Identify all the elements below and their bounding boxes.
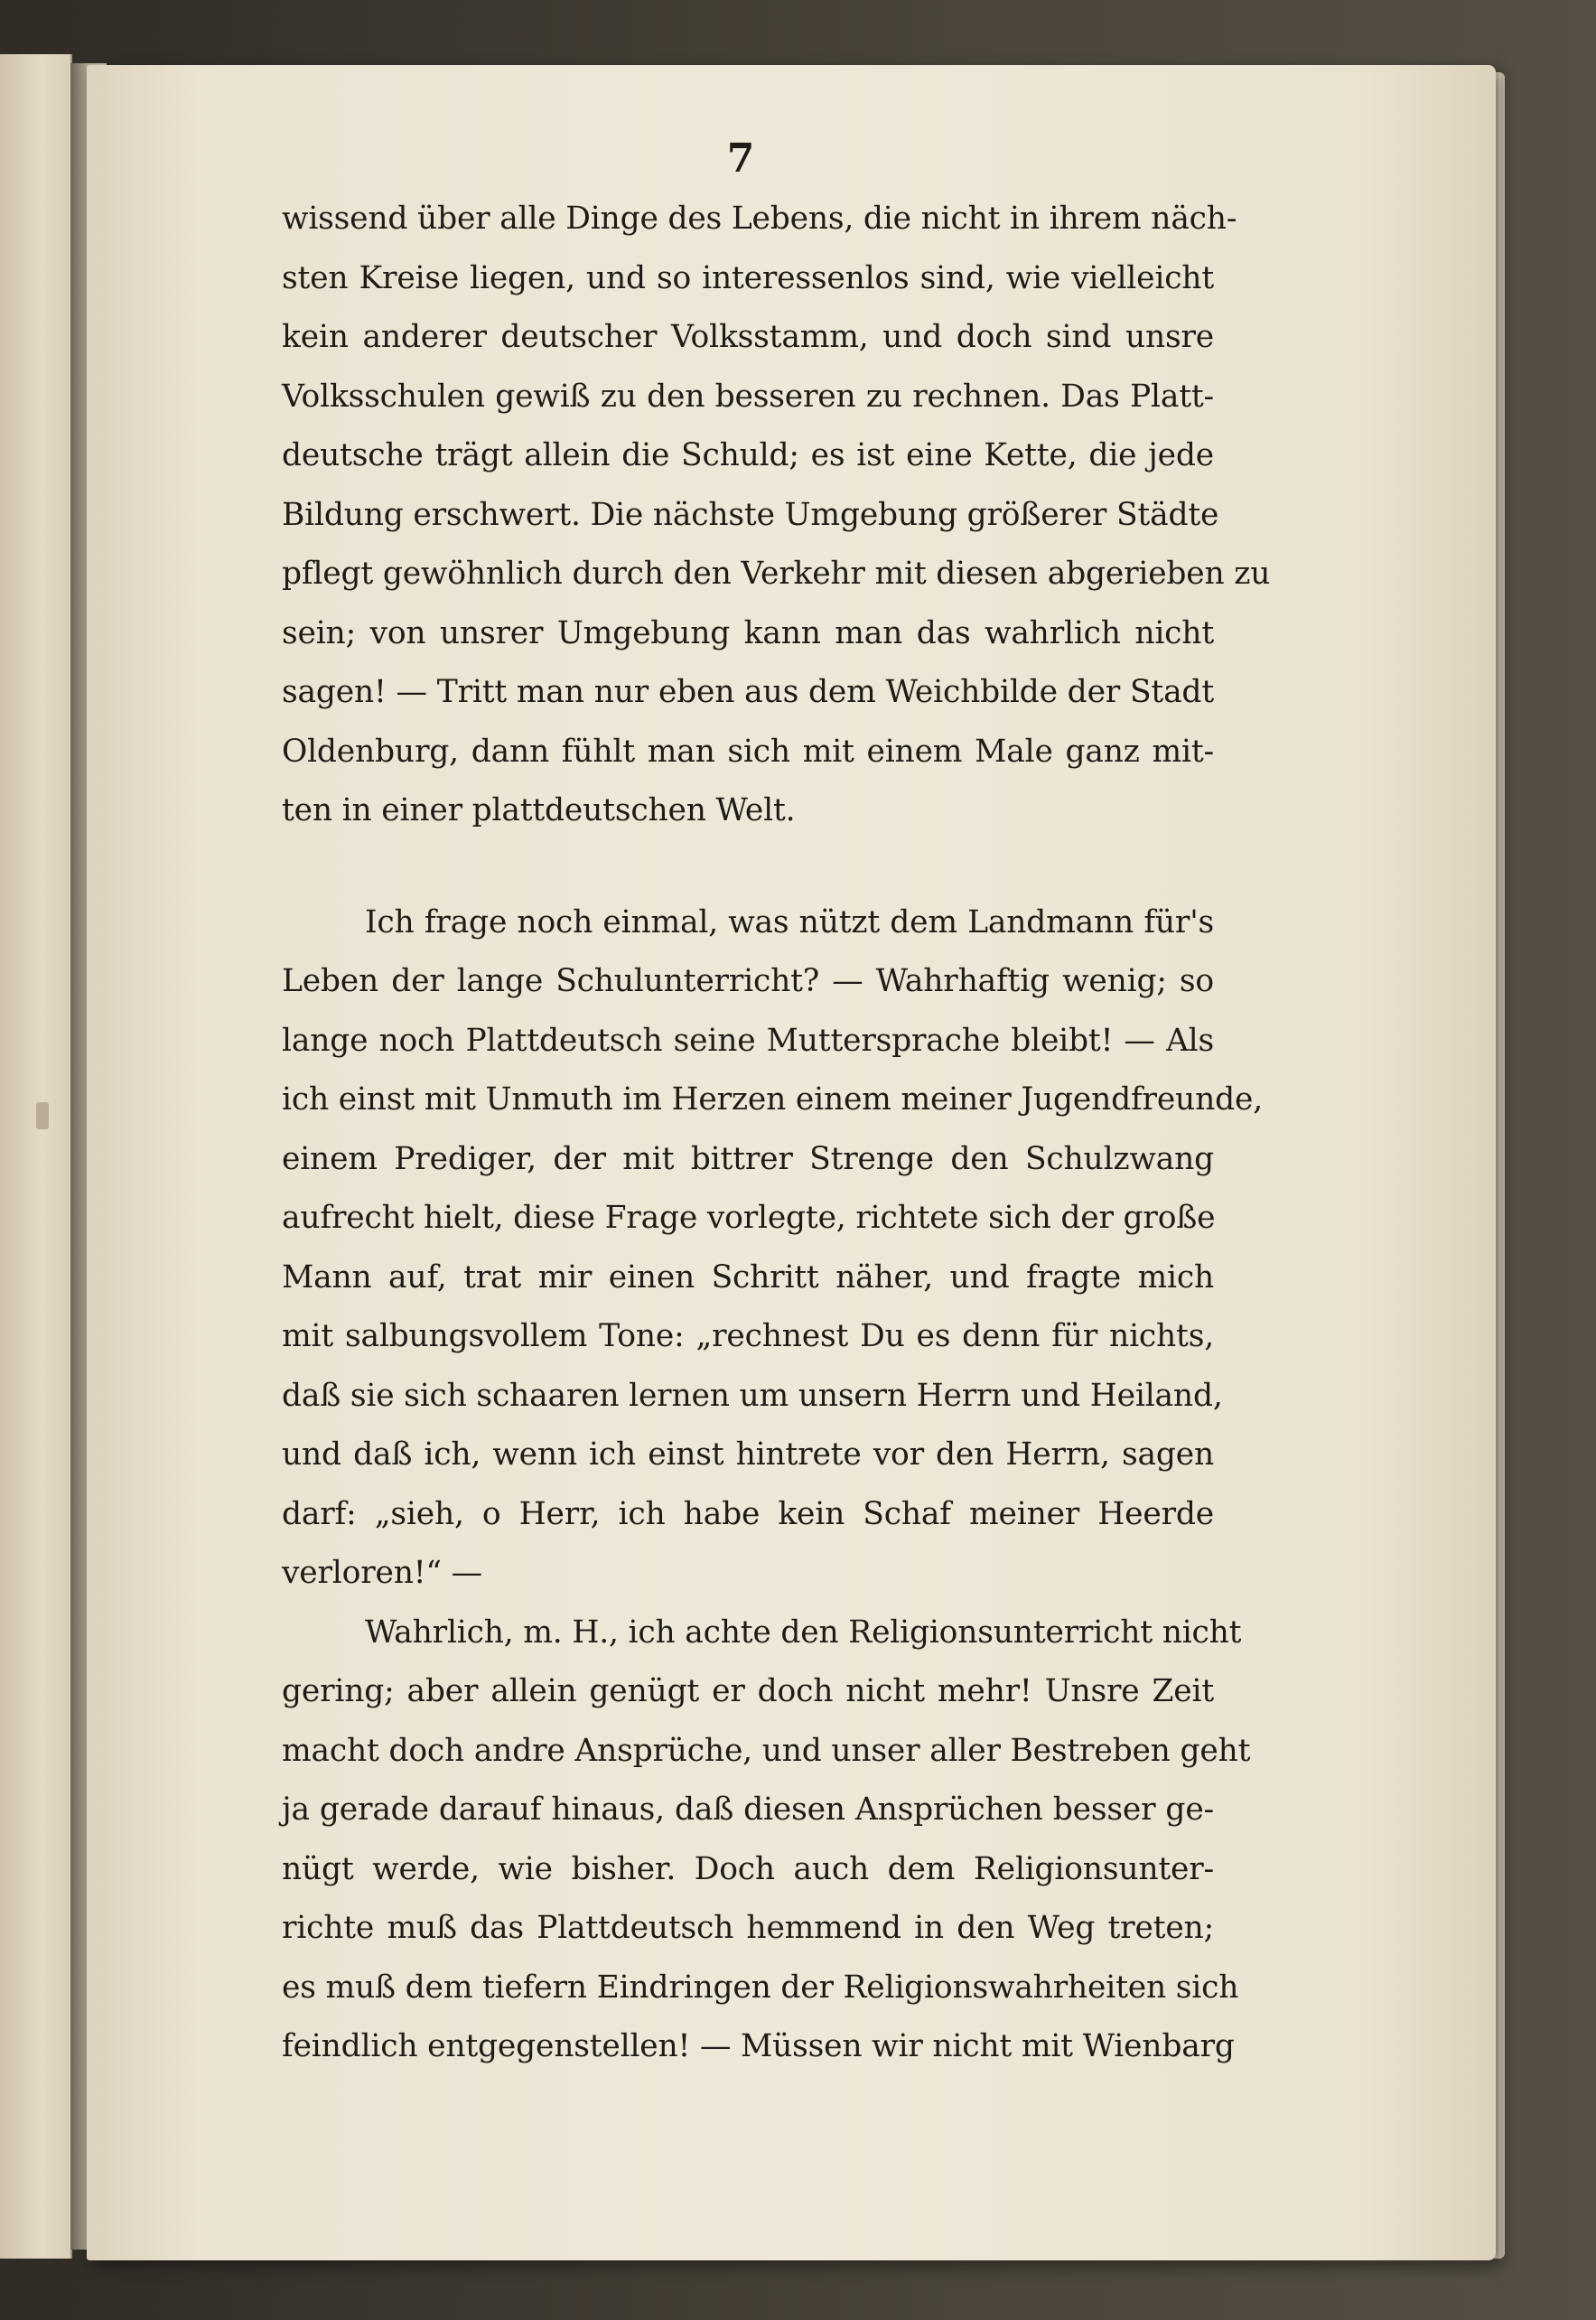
- text-line: feindlich entgegenstellen! — Müssen wir nicht mit Wienbarg: [282, 2028, 1235, 2064]
- text-line: Oldenburg, dann fühlt man sich mit einem Male ganz mit-: [282, 733, 1214, 770]
- text-line: daß sie sich schaaren lernen um unsern Herrn und Heiland,: [282, 1377, 1223, 1414]
- text-line: Mann auf, trat mir einen Schritt näher, und fragte mich: [282, 1258, 1214, 1296]
- text-line: ten in einer plattdeutschen Welt.: [282, 792, 796, 828]
- paragraph: [282, 190, 1271, 841]
- text-line: es muß dem tiefern Eindringen der Religionswahrheiten sich: [282, 1969, 1239, 2006]
- text-line: verloren!“ —: [282, 1555, 482, 1591]
- text-line: ich einst mit Unmuth im Herzen einem meiner Jugendfreunde,: [282, 1081, 1263, 1118]
- facing-page-edge: [0, 54, 72, 2259]
- text-line: Wahrlich, m. H., ich achte den Religionsunterricht nicht: [365, 1614, 1242, 1651]
- paragraph-gap: [282, 841, 1214, 893]
- text-line: macht doch andre Ansprüche, und unser aller Bestreben geht: [282, 1732, 1251, 1769]
- text-line: sein; von unsrer Umgebung kann man das wahrlich nicht: [282, 614, 1214, 651]
- text-line: deutsche trägt allein die Schuld; es ist eine Kette, die jede: [282, 437, 1214, 473]
- page-number: 7: [726, 136, 755, 182]
- page-body-text: [282, 190, 1271, 2077]
- text-line: richte muß das Plattdeutsch hemmend in den Weg treten;: [282, 1910, 1214, 1946]
- text-line: wissend über alle Dinge des Lebens, die nicht in ihrem näch-: [282, 201, 1237, 237]
- text-line: ja gerade darauf hinaus, daß diesen Ansprüchen besser ge-: [282, 1791, 1214, 1828]
- text-line: kein anderer deutscher Volksstamm, und doch sind unsre: [282, 319, 1214, 355]
- text-line: aufrecht hielt, diese Frage vorlegte, richtete sich der große: [282, 1200, 1216, 1236]
- paragraph: [282, 1604, 1251, 2077]
- text-line: gering; aber allein genügt er doch nicht mehr! Unsre Zeit: [282, 1673, 1214, 1709]
- text-line: Volksschulen gewiß zu den besseren zu rechnen. Das Platt-: [282, 378, 1214, 415]
- text-line: sten Kreise liegen, und so interessenlos sind, wie vielleicht: [282, 259, 1214, 296]
- text-line: nügt werde, wie bisher. Doch auch dem Religionsunter-: [282, 1850, 1214, 1887]
- text-line: mit salbungsvollem Tone: „rechnest Du es denn für nichts,: [282, 1318, 1214, 1354]
- text-line: lange noch Plattdeutsch seine Muttersprache bleibt! — Als: [282, 1022, 1214, 1059]
- paragraph: [282, 893, 1263, 1604]
- text-line: Leben der lange Schulunterricht? — Wahrhaftig wenig; so: [282, 963, 1214, 999]
- text-line: darf: „sieh, o Herr, ich habe kein Schaf meiner Heerde: [282, 1495, 1214, 1532]
- text-line: und daß ich, wenn ich einst hintrete vor den Herrn, sagen: [282, 1436, 1214, 1473]
- text-line: Bildung erschwert. Die nächste Umgebung größerer Städte: [282, 496, 1219, 533]
- text-line: sagen! — Tritt man nur eben aus dem Weichbilde der Stadt: [282, 674, 1214, 710]
- page-tab-mark: [36, 1102, 49, 1129]
- text-line: einem Prediger, der mit bittrer Strenge den Schulzwang: [282, 1140, 1214, 1177]
- text-line: Ich frage noch einmal, was nützt dem Landmann für's: [365, 903, 1214, 940]
- text-line: pflegt gewöhnlich durch den Verkehr mit diesen abgerieben zu: [282, 556, 1271, 592]
